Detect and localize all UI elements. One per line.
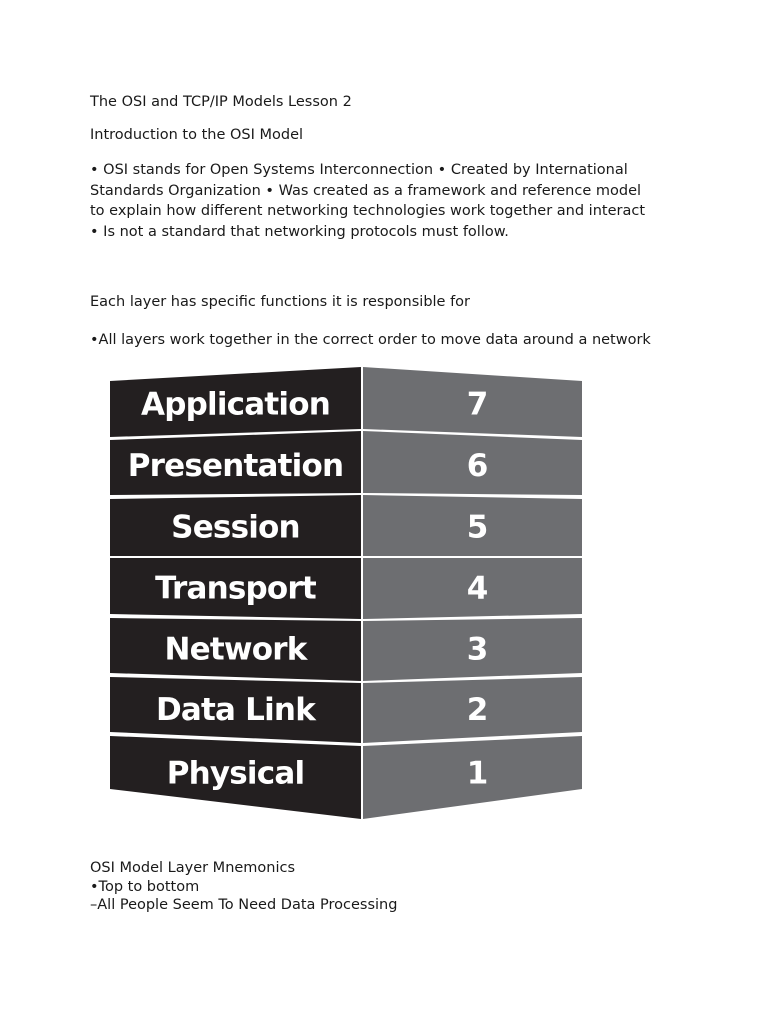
osi-layer-row bbox=[110, 736, 582, 819]
intro-line: to explain how different networking technologies work together and interact bbox=[90, 203, 646, 219]
intro-line: • Is not a standard that networking protocols must follow. bbox=[90, 223, 509, 240]
osi-layer-row bbox=[110, 495, 582, 556]
layer-number: 2 bbox=[466, 691, 489, 728]
osi-layer-row bbox=[110, 431, 582, 495]
layer-number: 5 bbox=[466, 509, 489, 546]
mnemonics-heading: OSI Model Layer Mnemonics bbox=[90, 860, 296, 876]
layer-number: 3 bbox=[466, 631, 489, 668]
layer-functions-text: Each layer has specific functions it is responsible for bbox=[90, 294, 471, 310]
layer-name: Physical bbox=[166, 755, 305, 792]
layer-name: Presentation bbox=[127, 447, 344, 484]
layer-number: 6 bbox=[466, 447, 489, 484]
osi-layer-row bbox=[110, 367, 582, 437]
layer-name: Data Link bbox=[155, 691, 316, 728]
layer-name: Transport bbox=[155, 570, 316, 607]
layer-number: 4 bbox=[466, 570, 489, 607]
osi-layer-row bbox=[110, 558, 582, 619]
mnemonics-direction: •Top to bottom bbox=[90, 879, 200, 895]
intro-line: Standards Organization • Was created as a framework and reference model bbox=[90, 182, 642, 199]
layer-name: Network bbox=[164, 631, 307, 668]
mnemonics-phrase: –All People Seem To Need Data Processing bbox=[90, 897, 398, 913]
intro-line: • OSI stands for Open Systems Interconnection • Created by International bbox=[90, 162, 628, 178]
layer-number: 1 bbox=[466, 755, 489, 792]
document-title: The OSI and TCP/IP Models Lesson 2 bbox=[90, 94, 352, 110]
layer-name: Application bbox=[141, 386, 330, 423]
layers-order-text: •All layers work together in the correct order to move data around a network bbox=[90, 332, 651, 348]
section-heading: Introduction to the OSI Model bbox=[90, 127, 304, 143]
layer-number: 7 bbox=[466, 386, 489, 423]
osi-layers bbox=[110, 367, 582, 819]
osi-layer-row bbox=[110, 677, 582, 743]
layer-name: Session bbox=[171, 509, 300, 546]
osi-layer-row bbox=[110, 618, 582, 681]
